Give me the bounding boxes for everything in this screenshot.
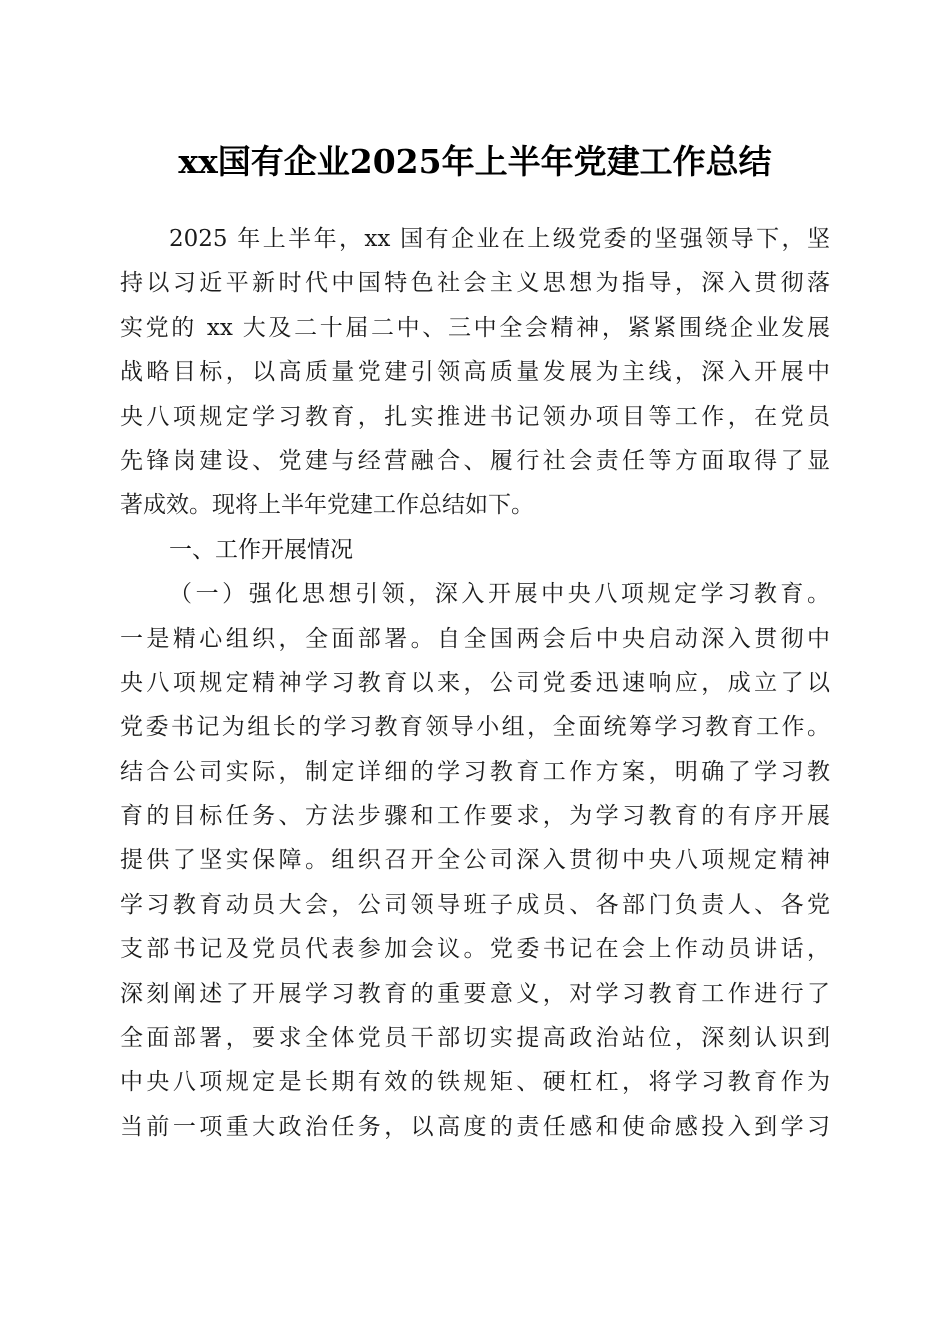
body-line: 党委书记为组长的学习教育领导小组，全面统筹学习教育工作。: [120, 714, 830, 741]
body-line: 全面部署，要求全体党员干部切实提高政治站位，深刻认识到: [120, 1025, 830, 1052]
body-line: 一是精心组织，全面部署。自全国两会后中央启动深入贯彻中: [120, 625, 830, 652]
intro-line: 实党的 xx 大及二十届二中、三中全会精神，紧紧围绕企业发展: [120, 314, 830, 341]
body-line: 育的目标任务、方法步骤和工作要求，为学习教育的有序开展: [120, 803, 830, 830]
subsection-heading: （一）强化思想引领，深入开展中央八项规定学习教育。: [169, 581, 830, 608]
body-line: 支部书记及党员代表参加会议。党委书记在会上作动员讲话，: [120, 936, 830, 963]
document-title: xx国有企业2025年上半年党建工作总结: [178, 142, 772, 181]
intro-line: 先锋岗建设、党建与经营融合、履行社会责任等方面取得了显: [120, 447, 830, 474]
body-line: 结合公司实际，制定详细的学习教育工作方案，明确了学习教: [120, 758, 830, 785]
body-line: 深刻阐述了开展学习教育的重要意义，对学习教育工作进行了: [120, 980, 830, 1007]
intro-line: 战略目标，以高质量党建引领高质量发展为主线，深入开展中: [120, 359, 830, 386]
intro-line: 著成效。现将上半年党建工作总结如下。: [120, 492, 534, 519]
body-line: 央八项规定精神学习教育以来，公司党委迅速响应，成立了以: [120, 669, 830, 696]
intro-line: 2025 年上半年，xx 国有企业在上级党委的坚强领导下，坚: [169, 226, 830, 252]
intro-line: 持以习近平新时代中国特色社会主义思想为指导，深入贯彻落: [120, 270, 830, 297]
body-line: 中央八项规定是长期有效的铁规矩、硬杠杠，将学习教育作为: [120, 1069, 830, 1096]
section-heading: 一、工作开展情况: [169, 536, 353, 563]
body-line: 提供了坚实保障。组织召开全公司深入贯彻中央八项规定精神: [120, 847, 830, 874]
intro-paragraph: [120, 217, 830, 1149]
body-line: 当前一项重大政治任务，以高度的责任感和使命感投入到学习: [120, 1113, 830, 1140]
intro-line: 央八项规定学习教育，扎实推进书记领办项目等工作，在党员: [120, 403, 830, 430]
body-line: 学习教育动员大会，公司领导班子成员、各部门负责人、各党: [120, 891, 830, 918]
